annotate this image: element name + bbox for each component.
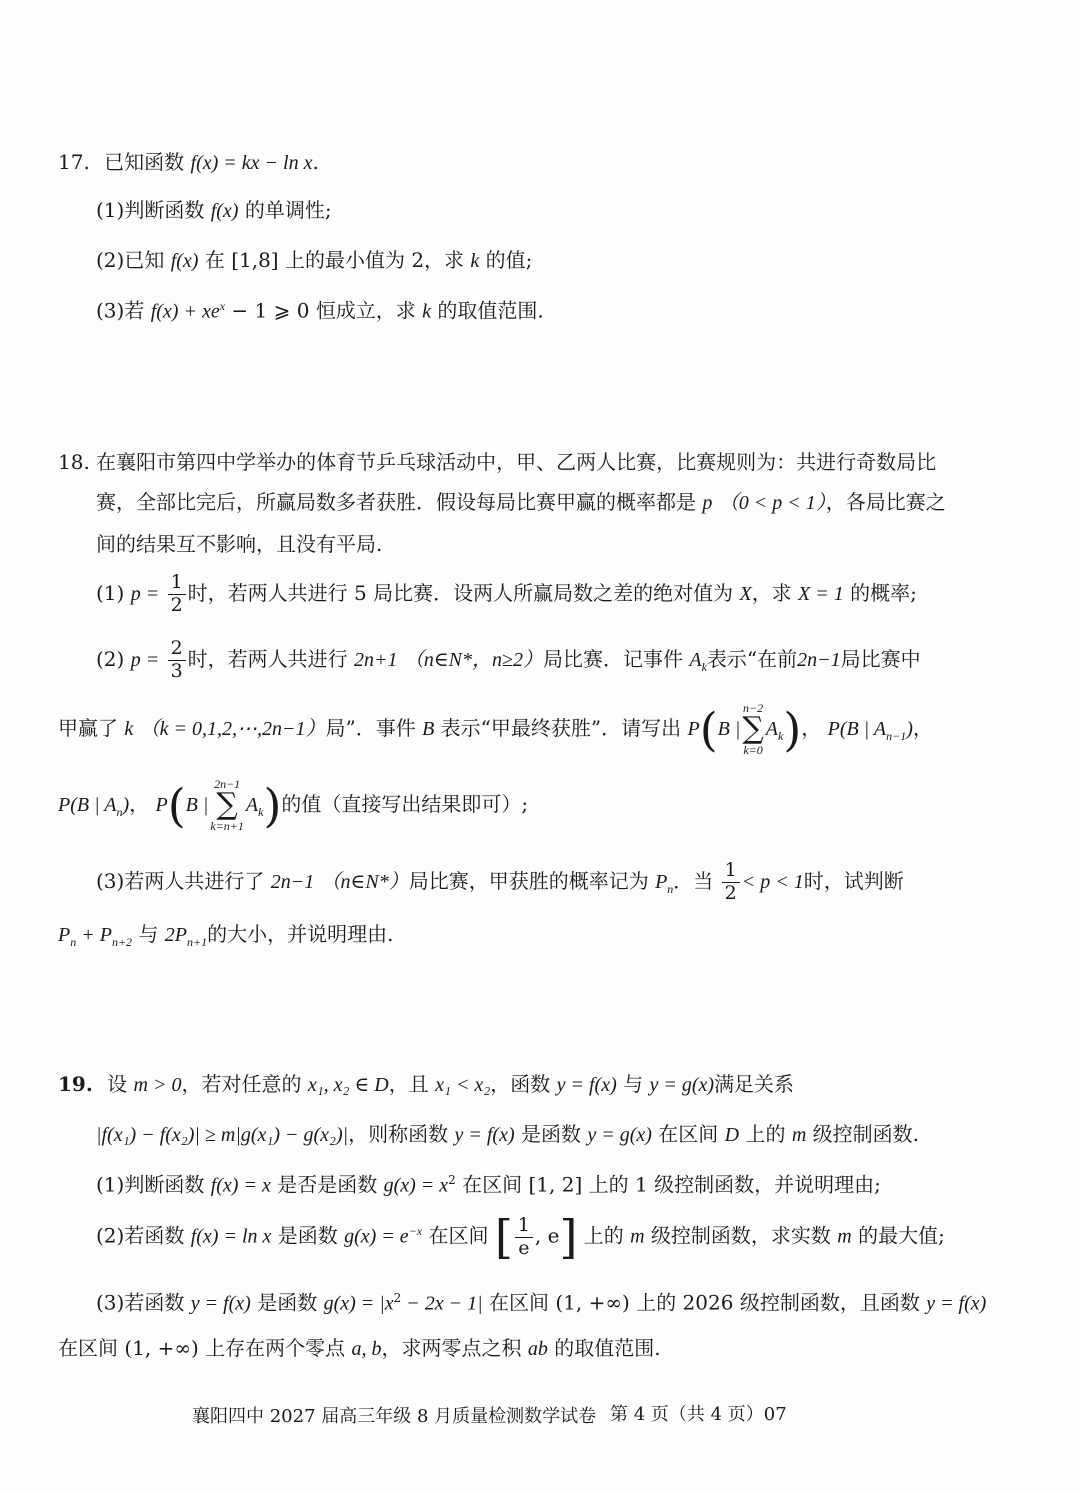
fraction-half: $\frac{1}{2}$: [168, 572, 186, 617]
q18-part3-continued: $P_n + P_{n+2}$ 与 $2P_{n+1}$的大小，并说明理由.: [58, 922, 394, 949]
q18-stem-line1: 18. 在襄阳市第四中学举办的体育节乒乓球活动中，甲、乙两人比赛，比赛规则为：共进行奇数局比: [58, 450, 937, 474]
q17-stem: 17. 已知函数 f(x) = kx − ln x.: [58, 150, 319, 174]
q18-part2-line3: P(B | $A_n$)， P(B | 2n−1 ∑ k=n+1 $A_k$)的值（直接写出结果即可）;: [58, 777, 529, 833]
q19-stem-line2: |f(x₁) − f(x₂)| ≥ m|g(x₁) − g(x₂)|，则称函数 y = f(x) 是函数 y = g(x) 在区间 D 上的 m 级控制函数.: [96, 1122, 919, 1146]
q17-part3: (3)若 $f(x) + xe^x - 1$ ⩾ 0 恒成立，求 k 的取值范围.: [96, 298, 544, 323]
q19-part2: (2)若函数 f(x) = ln x 是函数 $g(x) = e^{-x}$ 在区间 [ $\frac{1}{e}$ , e] 上的 m 级控制函数，求实数 m 的最大值;: [96, 1210, 945, 1264]
footer-title: 襄阳四中 2027 届高三年级 8 月质量检测数学试卷: [192, 1406, 597, 1427]
q19-part3-continued: 在区间 (1, +∞) 上存在两个零点 a, b，求两零点之积 ab 的取值范围.: [58, 1336, 661, 1360]
footer-page-number: 第 4 页（共 4 页）07: [610, 1404, 787, 1425]
q18-stem-line2: 赛，全部比完后，所赢局数多者获胜．假设每局比赛甲赢的概率都是 p （0 < p < 1），各局比赛之: [96, 490, 946, 514]
q19-part3: (3)若函数 y = f(x) 是函数 $g(x) = |x^2 - 2x - 1|$ 在区间 (1, +∞) 上的 2026 级控制函数，且函数 y = f(x): [96, 1290, 987, 1315]
q18-part2-continued: 甲赢了 k （k = 0,1,2,⋯,2n−1）局”．事件 B 表示“甲最终获胜”．请写出 P(B | n−2 ∑ k=0 $A_k$)， P(B | $A_{n-1}$)，: [58, 701, 933, 757]
summation: n−2 ∑ k=0: [742, 701, 764, 757]
q19-stem-line1: 19. 设 m > 0，若对任意的 x₁, x₂ ∈ D，且 x₁ < x₂，函数 y = f(x) 与 y = g(x)满足关系: [58, 1072, 795, 1096]
q17-part2: (2)已知 f(x) 在 [1,8] 上的最小值为 2，求 k 的值;: [96, 248, 533, 272]
q18-part2: (2) p = $\frac{2}{3}$ 时，若两人共进行 2n+1 （n∈N*，n≥2）局比赛．记事件 $A_k$表示“在前2n−1局比赛中: [96, 637, 921, 682]
summation: 2n−1 ∑ k=n+1: [210, 777, 244, 833]
fraction-two-thirds: $\frac{2}{3}$: [168, 638, 186, 683]
fraction-one-over-e: $\frac{1}{e}$: [515, 1215, 533, 1260]
q18-stem-line3: 间的结果互不影响，且没有平局.: [96, 532, 383, 556]
q19-part1: (1)判断函数 f(x) = x 是否是函数 $g(x) = x^2$ 在区间 [1, 2] 上的 1 级控制函数，并说明理由;: [96, 1172, 881, 1197]
q18-part1: (1) p = $\frac{1}{2}$ 时，若两人共进行 5 局比赛．设两人所赢局数之差的绝对值为 X，求 X = 1 的概率;: [96, 571, 917, 616]
fraction-half: $\frac{1}{2}$: [722, 860, 740, 905]
q17-part1: (1)判断函数 f(x) 的单调性;: [96, 198, 332, 222]
q18-part3: (3)若两人共进行了 2n−1 （n∈N*）局比赛，甲获胜的概率记为 $P_n$．当 $\frac{1}{2}$ < p < 1时，试判断: [96, 859, 904, 904]
